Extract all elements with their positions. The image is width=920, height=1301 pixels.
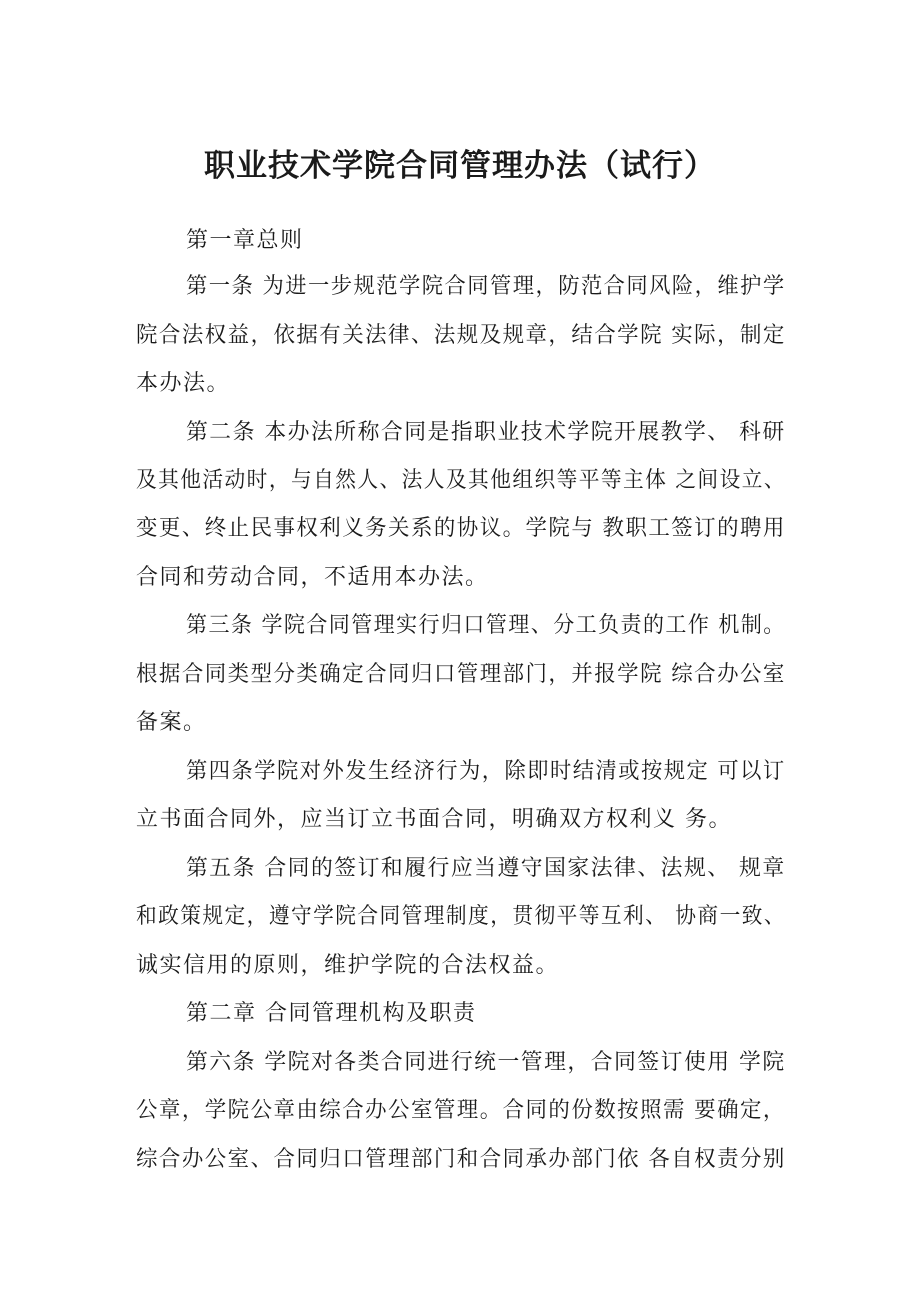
paragraph-line: 根据合同类型分类确定合同归口管理部门，并报学院 综合办公室 — [136, 662, 786, 687]
paragraph-line: 第六条 学院对各类合同进行统一管理，合同签订使用 学院 — [186, 1050, 786, 1075]
paragraph-line: 第二条 本办法所称合同是指职业技术学院开展教学、 科研 — [186, 420, 786, 445]
chapter-heading: 第二章 合同管理机构及职责 — [186, 1001, 477, 1026]
paragraph-line: 本办法。 — [136, 371, 231, 396]
paragraph-line: 第三条 学院合同管理实行归口管理、分工负责的工作 机制。 — [186, 613, 786, 638]
paragraph-line: 合同和劳动合同，不适用本办法。 — [136, 565, 489, 590]
paragraph-line: 和政策规定，遵守学院合同管理制度，贯彻平等互利、 协商一致、 — [136, 904, 786, 929]
document-title: 职业技术学院合同管理办法（试行） — [204, 148, 716, 184]
paragraph-line: 院合法权益，依据有关法律、法规及规章，结合学院 实际，制定 — [136, 323, 786, 348]
paragraph-line: 及其他活动时，与自然人、法人及其他组织等平等主体 之间设立、 — [136, 468, 786, 493]
paragraph-line: 第五条 合同的签订和履行应当遵守国家法律、法规、 规章 — [186, 856, 786, 881]
paragraph-line: 变更、终止民事权利义务关系的协议。学院与 教职工签订的聘用 — [136, 516, 786, 541]
paragraph-line: 综合办公室、合同归口管理部门和合同承办部门依 各自权责分别 — [136, 1147, 786, 1172]
chapter-heading: 第一章总则 — [186, 228, 304, 253]
paragraph-line: 立书面合同外，应当订立书面合同，明确双方权利义 务。 — [136, 807, 732, 832]
paragraph-line: 诚实信用的原则，维护学院的合法权益。 — [136, 953, 560, 978]
paragraph-line: 第一条 为进一步规范学院合同管理，防范合同风险，维护学 — [186, 274, 786, 299]
paragraph-line: 第四条学院对外发生经济行为，除即时结清或按规定 可以订 — [186, 759, 786, 784]
paragraph-line: 备案。 — [136, 710, 207, 735]
paragraph-line: 公章，学院公章由综合办公室管理。合同的份数按照需 要确定， — [136, 1098, 786, 1123]
